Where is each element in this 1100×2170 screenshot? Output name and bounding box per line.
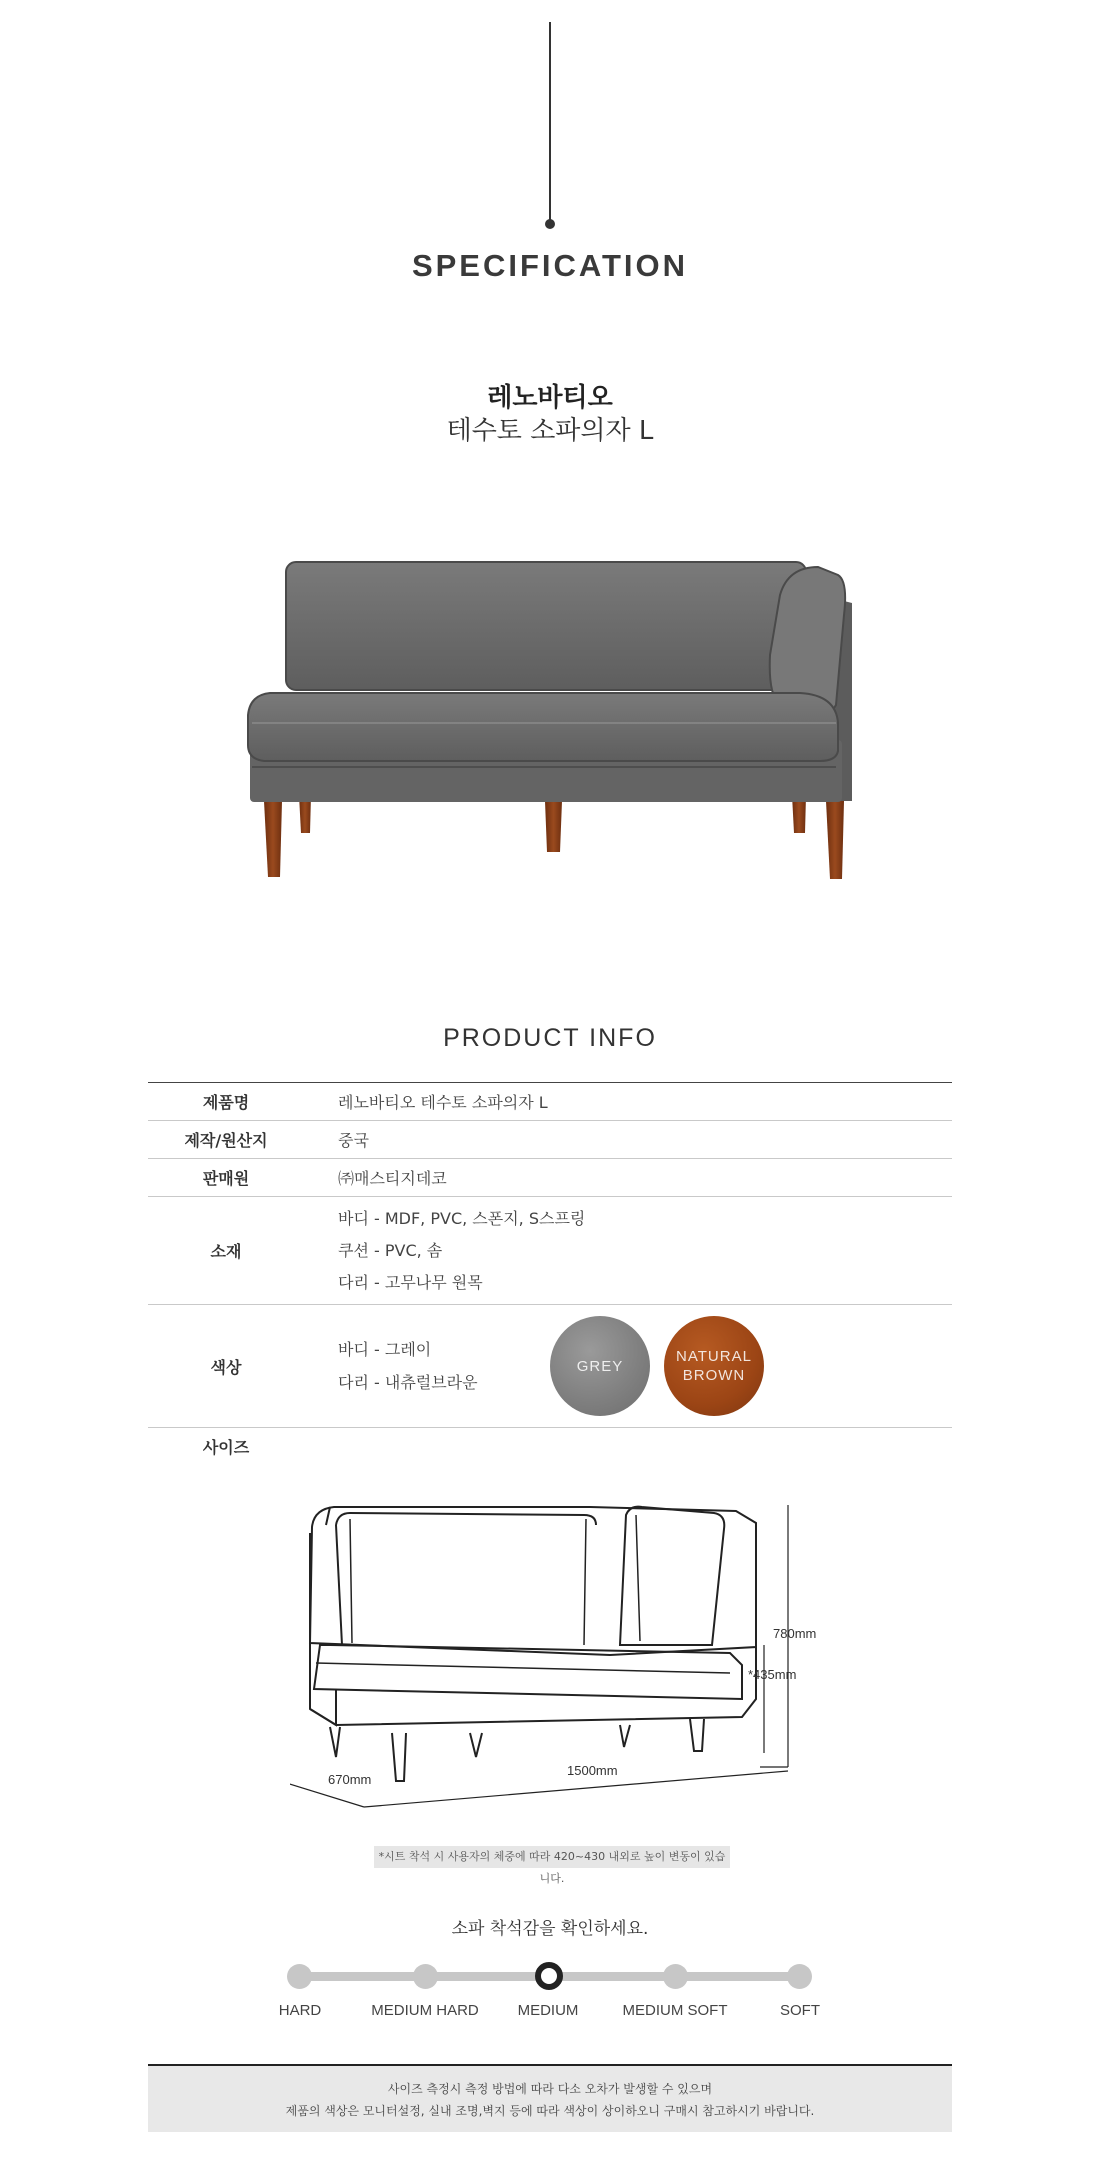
comfort-label-medium-hard: MEDIUM HARD <box>371 2002 479 2019</box>
row-value: 중국 <box>304 1121 952 1159</box>
row-value <box>304 1305 952 1428</box>
decorative-dot <box>545 219 555 229</box>
swatch-brown-label-1: NATURAL <box>676 1348 752 1365</box>
depth-dimension: 670mm <box>328 1772 372 1787</box>
swatch-grey <box>550 1316 650 1416</box>
row-value <box>304 1197 952 1305</box>
comfort-dot-medium-selected <box>535 1962 563 1990</box>
table-row <box>148 1305 952 1428</box>
row-label: 제작/원산지 <box>148 1121 304 1159</box>
color-legs: 다리 - 내츄럴브라운 <box>338 1373 478 1392</box>
decorative-vertical-line <box>549 22 551 222</box>
seat-height-dimension: *435mm <box>748 1667 797 1682</box>
row-label: 제품명 <box>148 1083 304 1121</box>
seat-height-note: *시트 착석 시 사용자의 체중에 따라 420~430 내외로 높이 변동이 있습니다. <box>374 1846 730 1868</box>
material-cushion: 쿠션 - PVC, 솜 <box>338 1240 443 1260</box>
comfort-label-soft: SOFT <box>780 2002 820 2019</box>
comfort-label-medium: MEDIUM <box>517 2002 579 2019</box>
row-label: 색상 <box>148 1305 304 1428</box>
material-body: 바디 - MDF, PVC, 스폰지, S스프링 <box>338 1208 586 1228</box>
product-name: 테수토 소파의자 L <box>446 416 654 446</box>
height-dimension: 780mm <box>773 1626 817 1641</box>
table-row <box>148 1083 952 1121</box>
sofa-photo <box>240 555 870 885</box>
comfort-dot-medium-soft <box>663 1964 688 1989</box>
material-legs: 다리 - 고무나무 원목 <box>338 1272 483 1292</box>
comfort-dot-medium-hard <box>413 1964 438 1989</box>
width-dimension: 1500mm <box>567 1763 618 1778</box>
footer-line-1: 사이즈 측정시 측정 방법에 따라 다소 오차가 발생할 수 있으며 <box>387 2082 713 2096</box>
row-label: 소재 <box>148 1197 304 1305</box>
footer-notice <box>148 2066 952 2132</box>
comfort-label-medium-soft: MEDIUM SOFT <box>622 2002 728 2019</box>
product-info-table <box>148 1082 952 1428</box>
comfort-title: 소파 착석감을 확인하세요. <box>451 1919 649 1939</box>
swatch-natural-brown <box>664 1316 764 1416</box>
swatch-brown-label-2: BROWN <box>682 1367 746 1384</box>
table-row <box>148 1159 952 1197</box>
swatch-grey-label: GREY <box>576 1357 624 1375</box>
size-label: 사이즈 <box>202 1438 250 1457</box>
comfort-label-hard: HARD <box>278 2002 322 2019</box>
row-value: 레노바티오 테수토 소파의자 L <box>304 1083 952 1121</box>
product-info-title: PRODUCT INFO <box>443 1024 657 1052</box>
table-row <box>148 1197 952 1305</box>
color-body: 바디 - 그레이 <box>338 1340 432 1359</box>
comfort-dot-hard <box>287 1964 312 1989</box>
footer-line-2: 제품의 색상은 모니터설정, 실내 조명,벽지 등에 따라 색상이 상이하오니 구매시 참고하시기 바랍니다. <box>285 2104 815 2118</box>
table-row <box>148 1121 952 1159</box>
row-label: 판매원 <box>148 1159 304 1197</box>
specification-title: SPECIFICATION <box>411 248 689 283</box>
comfort-dot-soft <box>787 1964 812 1989</box>
product-brand: 레노바티오 <box>487 383 613 413</box>
row-value: ㈜매스티지데코 <box>304 1159 952 1197</box>
